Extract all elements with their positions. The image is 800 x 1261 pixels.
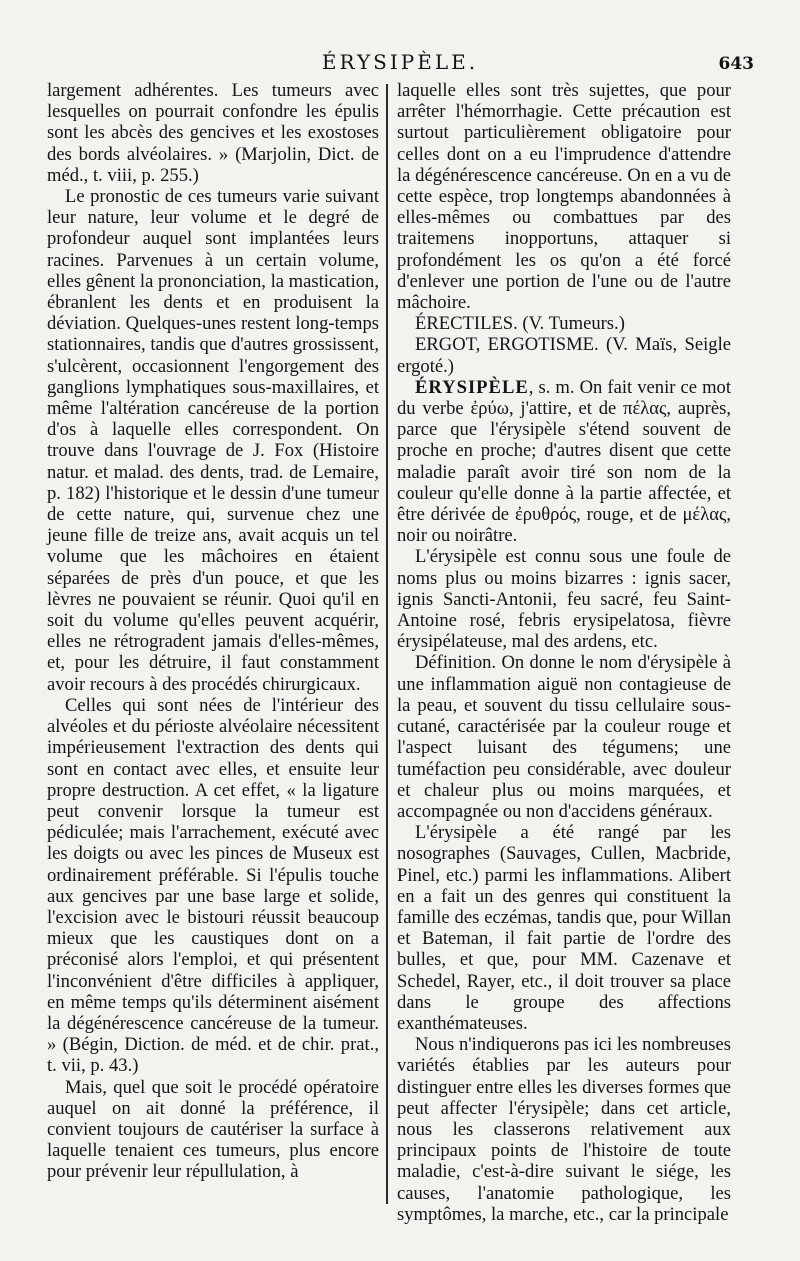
paragraph: Mais, quel que soit le procédé opératoire auquel on ait donné la préférence, il convient toujours de cautériser la surface à laquelle tenaient ces tumeurs, plus encore pour prévenir leur répullulation, à xyxy=(47,1076,379,1183)
paragraph: Nous n'indiquerons pas ici les nombreuses variétés établies par les auteurs pour distinguer entre elles les diverses formes que peut affecter l'érysipèle; dans cet article, nous les classerons relativement aux principaux points de l'histoire de toute maladie, c'est-à-dire suivant le siége, les causes, l'anatomie pathologique, les symptômes, la marche, etc., car la principale xyxy=(397,1034,731,1225)
entry-paragraph xyxy=(397,377,731,547)
paragraph: largement adhérentes. Les tumeurs avec lesquelles on pourrait confondre les épulis sont les abcès des gencives et les exostoses des bords alvéolaires. » (Marjolin, Dict. de méd., t. viii, p. 255.) xyxy=(47,80,379,186)
right-column xyxy=(397,80,731,1225)
cross-reference: ÉRECTILES. (V. Tumeurs.) xyxy=(415,313,625,335)
entry-headword: ÉRYSIPÈLE xyxy=(415,376,529,398)
running-title: ÉRYSIPÈLE. xyxy=(321,50,479,74)
paragraph: L'érysipèle a été rangé par les nosographes (Sauvages, Cullen, Macbride, Pinel, etc.) parmi les inflammations. Alibert en a fait un des genres qui constituent la famille des eczémas, tandis que, pour Willan et Bateman, il fait partie de l'ordre des bulles, et que, pour MM. Cazenave et Schedel, Rayer, etc., il doit trouver sa place dans le groupe des affections exanthémateuses. xyxy=(397,822,731,1034)
page-header xyxy=(46,50,754,78)
cross-reference: ERGOT, ERGOTISME. (V. Maïs, Seigle ergoté.) xyxy=(397,334,731,377)
page-number: 643 xyxy=(718,54,754,74)
left-column xyxy=(47,80,379,1183)
entry-text: , s. m. On fait venir ce mot du verbe ἐρύω, j'attire, et de πέλας, auprès, parce que l'érysipèle s'étend souvent de proche en proche; d'autres disent que cette maladie paraît avoir tiré son nom de la couleur qu'elle donne à la partie affectée, et être dérivée de ἐρυθρός, rouge, et de μέλας, noir ou noirâtre. xyxy=(397,376,731,547)
paragraph: L'érysipèle est connu sous une foule de noms plus ou moins bizarres : ignis sacer, ignis Sancti-Antonii, feu sacré, feu Saint-Antoine rosé, febris erysipelatosa, fièvre érysipélateuse, mal des ardens, etc. xyxy=(397,546,731,653)
paragraph: Celles qui sont nées de l'intérieur des alvéoles et du périoste alvéolaire nécessitent impérieusement l'extraction des dents qui sont en contact avec elles, et ensuite leur propre destruction. A cet effet, « la ligature peut convenir lorsque la tumeur est pédiculée; mais l'arrachement, exécuté avec les doigts ou avec les pinces de Museux est ordinairement préférable. Si l'épulis touche aux gencives par une base large et solide, l'excision avec le bistouri réussit beaucoup mieux que les caustiques dont on a préconisé alors l'emploi, et qui présentent l'inconvénient d'être difficiles à appliquer, en même temps qu'ils déterminent aisément la dégénérescence cancéreuse de la tumeur. » (Bégin, Diction. de méd. et de chir. prat., t. vii, p. 43.) xyxy=(47,694,379,1077)
paragraph: laquelle elles sont très sujettes, que pour arrêter l'hémorrhagie. Cette précaution est surtout particulièrement obligatoire pour celles dont on a eu l'imprudence d'attendre la dégénérescence cancéreuse. On en a vu de cette espèce, trop longtemps abandonnées à elles-mêmes ou combattues par des traitemens inopportuns, attaquer si profondément les os qu'on a été forcé d'enlever une portion de l'une ou de l'autre mâchoire. xyxy=(397,80,731,314)
paragraph: Le pronostic de ces tumeurs varie suivant leur nature, leur volume et le degré de profondeur auquel sont implantées leurs racines. Parvenues à un certain volume, elles gênent la prononciation, la mastication, ébranlent les dents et en produisent la déviation. Quelques-unes restent long-temps stationnaires, tandis que d'autres grossissent, s'ulcèrent, occasionnent l'engorgement des ganglions lymphatiques sous-maxillaires, et même l'altération cancéreuse de la portion d'os à laquelle elles correspondent. On trouve dans l'ouvrage de J. Fox (Histoire natur. et malad. des dents, trad. de Lemaire, p. 182) l'historique et le dessin d'une tumeur de cette nature, qui, survenue chez une jeune fille de treize ans, avait acquis un tel volume que les mâchoires en étaient séparées de près d'un pouce, et que les lèvres ne pouvaient se réunir. Quoi qu'il en soit du volume qu'elles peuvent acquérir, elles ne rétrogradent jamais d'elles-mêmes, et, pour les détruire, il faut constamment avoir recours à des procédés chirurgicaux. xyxy=(47,186,380,695)
paragraph: Définition. On donne le nom d'érysipèle à une inflammation aiguë non contagieuse de la peau, et souvent du tissu cellulaire sous-cutané, caractérisée par la couleur rouge et l'aspect luisant des tégumens; une tuméfaction peu considérable, avec douleur et chaleur plus ou moins marquées, et accompagnée ou non d'accidens généraux. xyxy=(397,652,731,822)
column-divider xyxy=(386,84,388,1204)
